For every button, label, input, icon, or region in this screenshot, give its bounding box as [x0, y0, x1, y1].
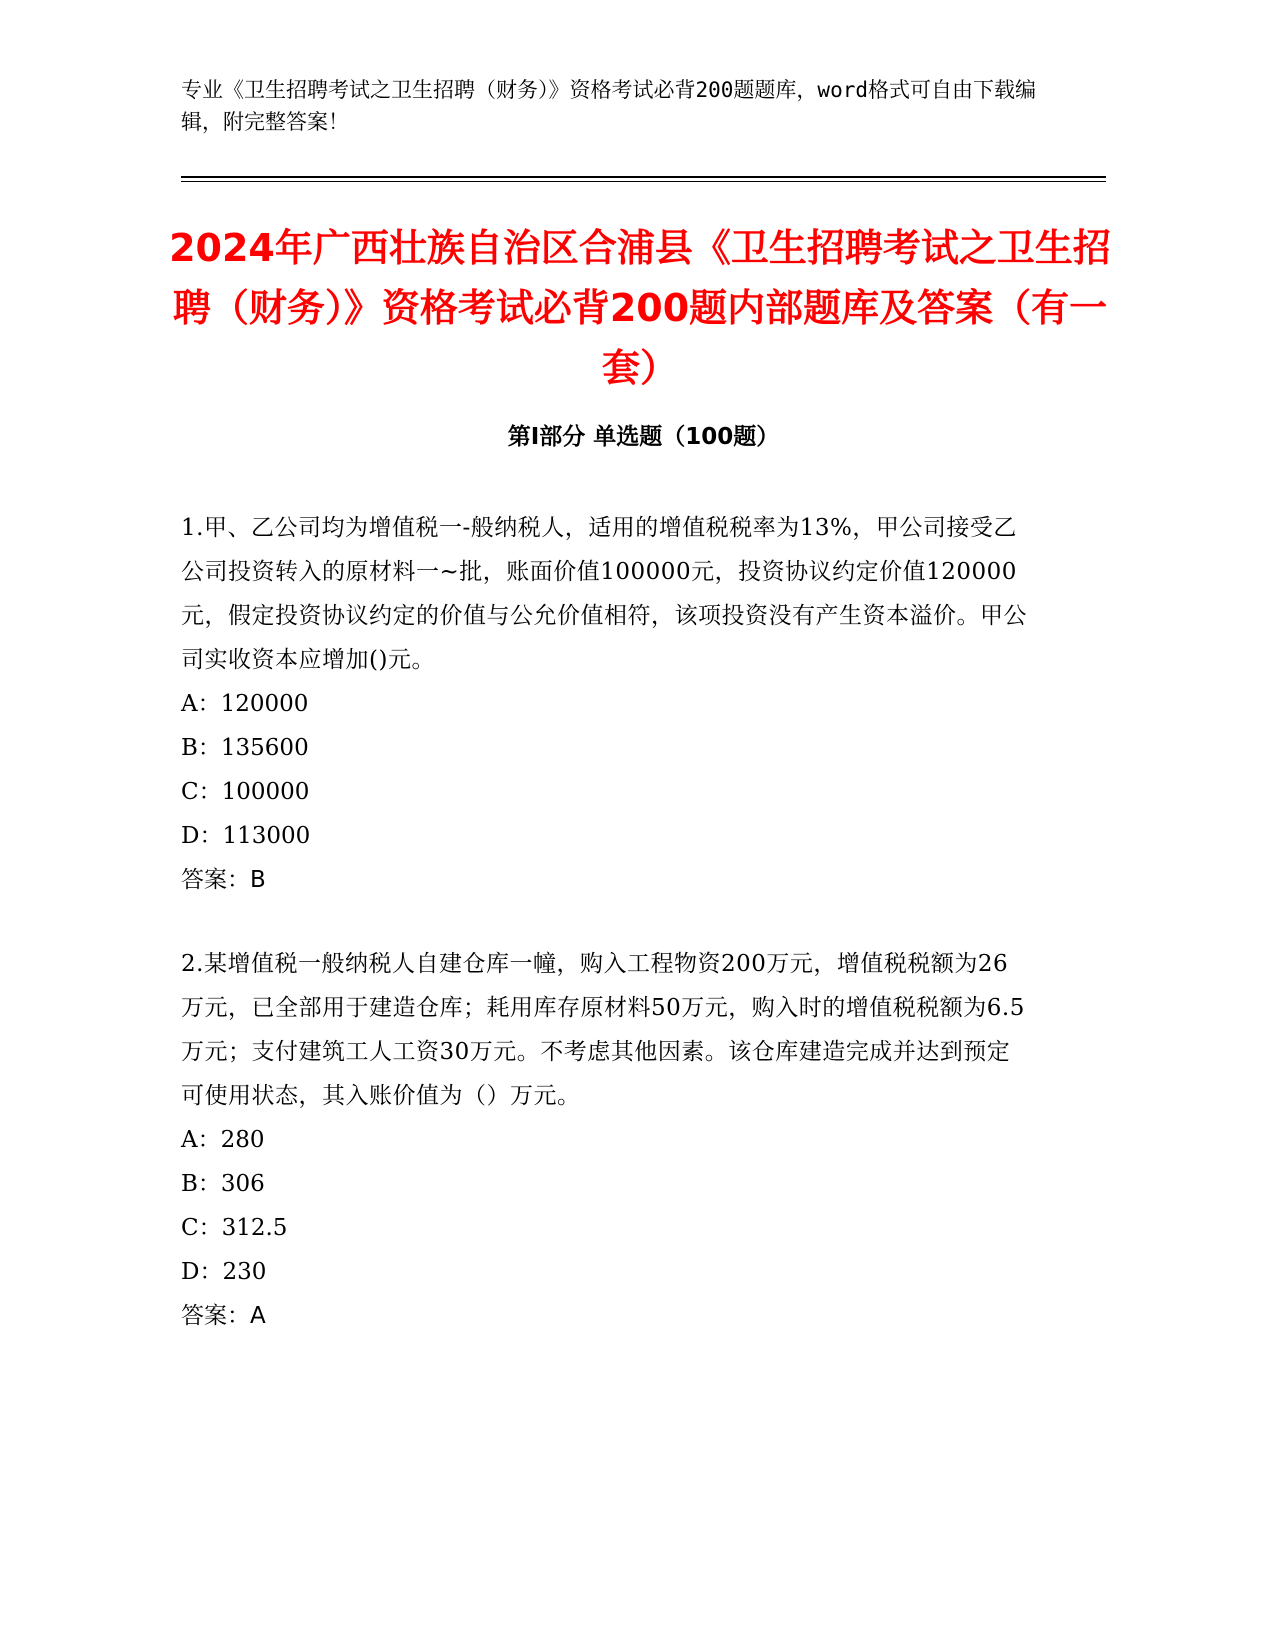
header-divider-thin — [181, 181, 1106, 182]
option-d: D：113000 — [181, 823, 311, 849]
option-d: D：230 — [181, 1259, 267, 1285]
option-b: B：306 — [181, 1171, 265, 1197]
question-1 — [181, 506, 1031, 902]
option-c: C：312.5 — [181, 1215, 288, 1241]
option-a: A：120000 — [181, 691, 309, 717]
header-divider-thick — [181, 176, 1106, 178]
question-2 — [181, 942, 1031, 1338]
answer: 答案：A — [181, 1303, 266, 1329]
section-heading: 第Ⅰ部分 单选题（100题） — [507, 424, 780, 450]
option-b: B：135600 — [181, 735, 309, 761]
answer: 答案：B — [181, 867, 266, 893]
option-a: A：280 — [181, 1127, 265, 1153]
header-note: 专业《卫生招聘考试之卫生招聘（财务）》资格考试必背200题题库，word格式可自由下载编辑，附完整答案！ — [181, 78, 1036, 134]
question-stem: 2.某增值税一般纳税人自建仓库一幢，购入工程物资200万元，增值税税额为26万元，已全部用于建造仓库；耗用库存原材料50万元，购入时的增值税税额为6.5万元；支付建筑工人工资30万元。不考虑其他因素。该仓库建造完成并达到预定可使用状态，其入账价值为（）万元。 — [181, 951, 1025, 1109]
option-c: C：100000 — [181, 779, 310, 805]
question-stem: 1.甲、乙公司均为增值税一-般纳税人，适用的增值税税率为13%，甲公司接受乙公司投资转入的原材料一~批，账面价值100000元，投资协议约定价值120000元，假定投资协议约定的价值与公允价值相符，该项投资没有产生资本溢价。甲公司实收资本应增加()元。 — [181, 515, 1027, 673]
document-title: 2024年广西壮族自治区合浦县《卫生招聘考试之卫生招聘（财务）》资格考试必背200题内部题库及答案（有一套） — [169, 226, 1111, 390]
